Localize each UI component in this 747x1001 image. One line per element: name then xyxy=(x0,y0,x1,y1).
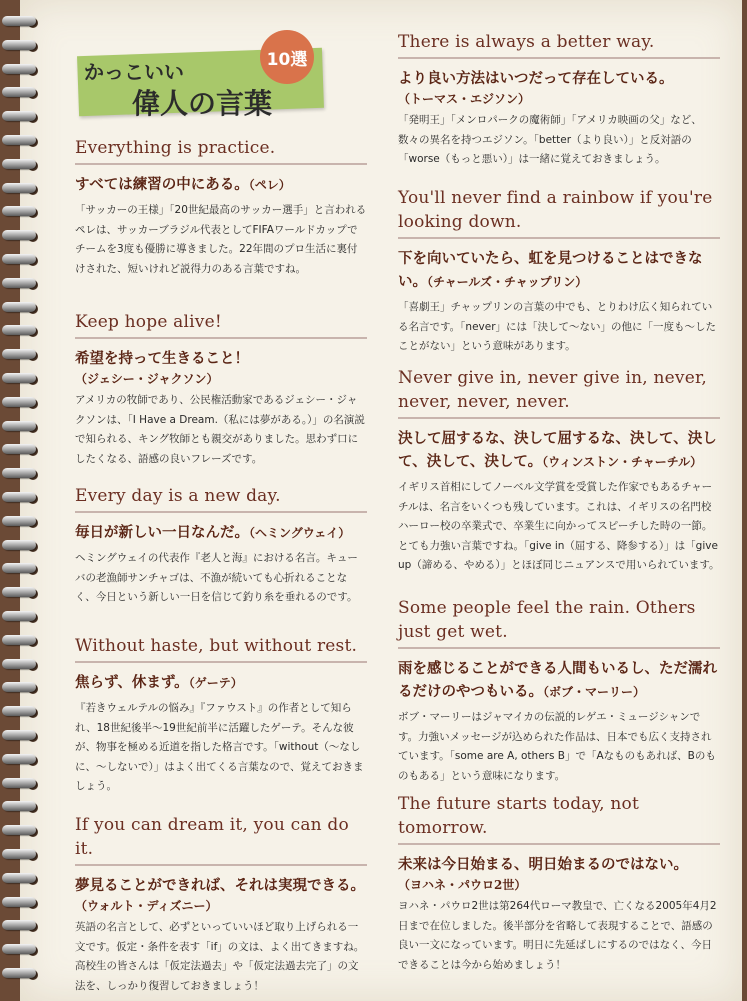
quote-author: （チャールズ・チャップリン） xyxy=(427,275,588,289)
spiral-ring xyxy=(2,325,36,335)
quote-japanese: 焦らず、休まず。（ゲーテ） xyxy=(75,674,243,691)
quote-english: Some people feel the rain. Others just get wet. xyxy=(398,598,696,642)
quote-section xyxy=(398,792,720,975)
title-badge xyxy=(70,30,330,120)
quote-section xyxy=(398,30,720,170)
spiral-ring xyxy=(2,302,36,312)
spiral-ring xyxy=(2,444,36,454)
spiral-ring xyxy=(2,587,36,597)
spiral-ring xyxy=(2,944,36,954)
spiral-ring xyxy=(2,730,36,740)
quote-author: （ジェシー・ジャクソン） xyxy=(75,372,219,386)
quote-section xyxy=(398,596,720,786)
spiral-ring xyxy=(2,40,36,50)
divider xyxy=(75,864,367,866)
spiral-ring xyxy=(2,635,36,645)
spiral-ring xyxy=(2,492,36,502)
spiral-ring xyxy=(2,135,36,145)
quote-section xyxy=(75,310,367,469)
quote-japanese: 希望を持って生きること！ xyxy=(75,350,249,367)
spiral-ring xyxy=(2,968,36,978)
spiral-ring xyxy=(2,778,36,788)
divider xyxy=(75,337,367,339)
quote-description: 「喜劇王」チャップリンの言葉の中でも、とりわけ広く知られている名言です。「never」には「決して〜ない」の他に「一度も〜したことがない」という意味があります。 xyxy=(398,301,717,352)
divider xyxy=(75,163,367,165)
spiral-ring xyxy=(2,87,36,97)
quote-description: ヨハネ・パウロ2世は第264代ローマ教皇で、亡くなる2005年4月2日まで在位しました。後半部分を省略して表現することで、語感の良い一文になっています。明日に先延ばしにするのではなく、今日できることは今から始めましょう！ xyxy=(398,900,717,971)
spiral-ring xyxy=(2,278,36,288)
quote-english: There is always a better way. xyxy=(398,32,655,52)
divider xyxy=(398,57,720,59)
quote-description: 「発明王」「メンロパークの魔術師」「アメリカ映画の父」など、数々の異名を持つエジソン。「better（より良い）」と反対語の「worse（もっと悪い）」は一緒に覚えておきましょう。 xyxy=(398,114,702,165)
quote-japanese: 未来は今日始まる、明日始まるのではない。 xyxy=(398,856,688,873)
quote-english: You'll never find a rainbow if you're looking down. xyxy=(398,188,713,232)
quote-japanese: 夢見ることができれば、それは実現できる。 xyxy=(75,877,365,894)
spiral-ring xyxy=(2,754,36,764)
spiral-ring xyxy=(2,468,36,478)
quote-description: 英語の名言として、必ずといっていいほど取り上げられる一文です。仮定・条件を表す「if」の文は、よく出てきますね。高校生の皆さんは「仮定法過去」や「仮定法過去完了」の文法を、しっかり復習しておきましょう！ xyxy=(75,921,365,992)
quote-description: 『若きウェルテルの悩み』『ファウスト』の作者として知られ、18世紀後半〜19世紀前半に活躍したゲーテ。そんな彼が、物事を極める近道を指した格言です。「without（〜なしに、〜しないで）」はよく出てくる言葉なので、覚えておきましょう。 xyxy=(75,702,364,792)
divider xyxy=(75,511,367,513)
spiral-ring xyxy=(2,230,36,240)
quote-japanese: 決して屈するな、決して屈するな、決して、決して、決して、決して。（ウィンストン・チャーチル） xyxy=(398,430,717,470)
quote-japanese: 毎日が新しい一日なんだ。（ヘミングウェイ） xyxy=(75,524,351,541)
quote-author: （ヘミングウェイ） xyxy=(249,526,351,540)
spiral-ring xyxy=(2,64,36,74)
quote-japanese: すべては練習の中にある。（ペレ） xyxy=(75,176,291,193)
quote-section xyxy=(75,484,367,608)
divider xyxy=(398,647,720,649)
quote-japanese: 下を向いていたら、虹を見つけることはできない。（チャールズ・チャップリン） xyxy=(398,250,703,290)
quote-description: 「サッカーの王様」「20世紀最高のサッカー選手」と言われるペレは、サッカーブラジル代表としてFIFAワールドカップでチームを3度も優勝に導きました。22年間のプロ生活に裏付けされた、短いけれど説得力のある言葉ですね。 xyxy=(75,204,367,275)
count-badge: 10選 xyxy=(260,30,314,84)
quote-section xyxy=(75,136,367,279)
quote-section xyxy=(75,634,367,797)
quote-description: イギリス首相にしてノーベル文学賞を受賞した作家でもあるチャーチルは、名言をいくつも残しています。これは、イギリスの名門校ハーロー校の卒業式で、卒業生に向かってスピーチした時の一節。とても力強い言葉ですね。「give in（屈する、降参する）」は「give up（諦める、やめる）」とほぼ同じニュアンスで用いられています。 xyxy=(398,481,720,571)
quote-section xyxy=(75,813,367,996)
quote-section xyxy=(398,186,720,357)
spiral-binding xyxy=(0,12,40,992)
quote-author: （トーマス・エジソン） xyxy=(398,92,531,106)
quote-description: ヘミングウェイの代表作『老人と海』における名言。キューバの老漁師サンチャゴは、不漁が続いても心折れることなく、今日という新しい一日を信じて釣り糸を垂れるのです。 xyxy=(75,552,358,603)
quote-author: （ウィンストン・チャーチル） xyxy=(542,455,703,469)
spiral-ring xyxy=(2,801,36,811)
quote-english: The future starts today, not tomorrow. xyxy=(398,794,639,838)
quote-author: （ヨハネ・パウロ2世） xyxy=(398,878,527,892)
quote-english: Without haste, but without rest. xyxy=(75,636,358,656)
spiral-ring xyxy=(2,159,36,169)
page-title: 偉人の言葉 xyxy=(132,87,273,120)
spiral-ring xyxy=(2,873,36,883)
spiral-ring xyxy=(2,397,36,407)
spiral-ring xyxy=(2,111,36,121)
quote-english: Everything is practice. xyxy=(75,138,276,158)
quote-section xyxy=(398,366,720,576)
divider xyxy=(398,417,720,419)
quote-english: If you can dream it, you can do it. xyxy=(75,815,349,859)
spiral-ring xyxy=(2,183,36,193)
spiral-ring xyxy=(2,540,36,550)
badge-subtitle: かっこいい xyxy=(84,60,184,84)
quote-english: Every day is a new day. xyxy=(75,486,281,506)
spiral-ring xyxy=(2,659,36,669)
spiral-ring xyxy=(2,516,36,526)
quote-english: Keep hope alive! xyxy=(75,312,222,332)
spiral-ring xyxy=(2,682,36,692)
quote-description: ボブ・マーリーはジャマイカの伝説的レゲエ・ミュージシャンです。力強いメッセージが込められた作品は、日本でも広く支持されています。「some are A, others B」で「Aなものもあれば、Bのものもある」という意味になります。 xyxy=(398,711,716,782)
quote-japanese: より良い方法はいつだって存在している。 xyxy=(398,70,674,87)
spiral-ring xyxy=(2,563,36,573)
spiral-ring xyxy=(2,16,36,26)
quote-author: （ゲーテ） xyxy=(188,676,243,690)
quote-japanese: 雨を感じることができる人間もいるし、ただ濡れるだけのやつもいる。（ボブ・マーリー） xyxy=(398,660,717,700)
spiral-ring xyxy=(2,254,36,264)
spiral-ring xyxy=(2,849,36,859)
spiral-ring xyxy=(2,611,36,621)
quote-author: （ペレ） xyxy=(248,178,291,192)
quote-author: （ボブ・マーリー） xyxy=(543,685,646,699)
quote-description: アメリカの牧師であり、公民権活動家であるジェシー・ジャクソンは、「I Have a Dream.（私には夢がある。）」の名演説で知られる、キング牧師とも親交がありました。思わず口にしたくなる、語感の良いフレーズです。 xyxy=(75,394,365,465)
spiral-ring xyxy=(2,206,36,216)
quote-author: （ウォルト・ディズニー） xyxy=(75,899,218,913)
spiral-ring xyxy=(2,373,36,383)
spiral-ring xyxy=(2,421,36,431)
spiral-ring xyxy=(2,825,36,835)
spiral-ring xyxy=(2,706,36,716)
divider xyxy=(398,237,720,239)
quote-english: Never give in, never give in, never, never, never, never. xyxy=(398,368,708,412)
spiral-ring xyxy=(2,897,36,907)
divider xyxy=(398,843,720,845)
spiral-ring xyxy=(2,349,36,359)
spiral-ring xyxy=(2,920,36,930)
divider xyxy=(75,661,367,663)
